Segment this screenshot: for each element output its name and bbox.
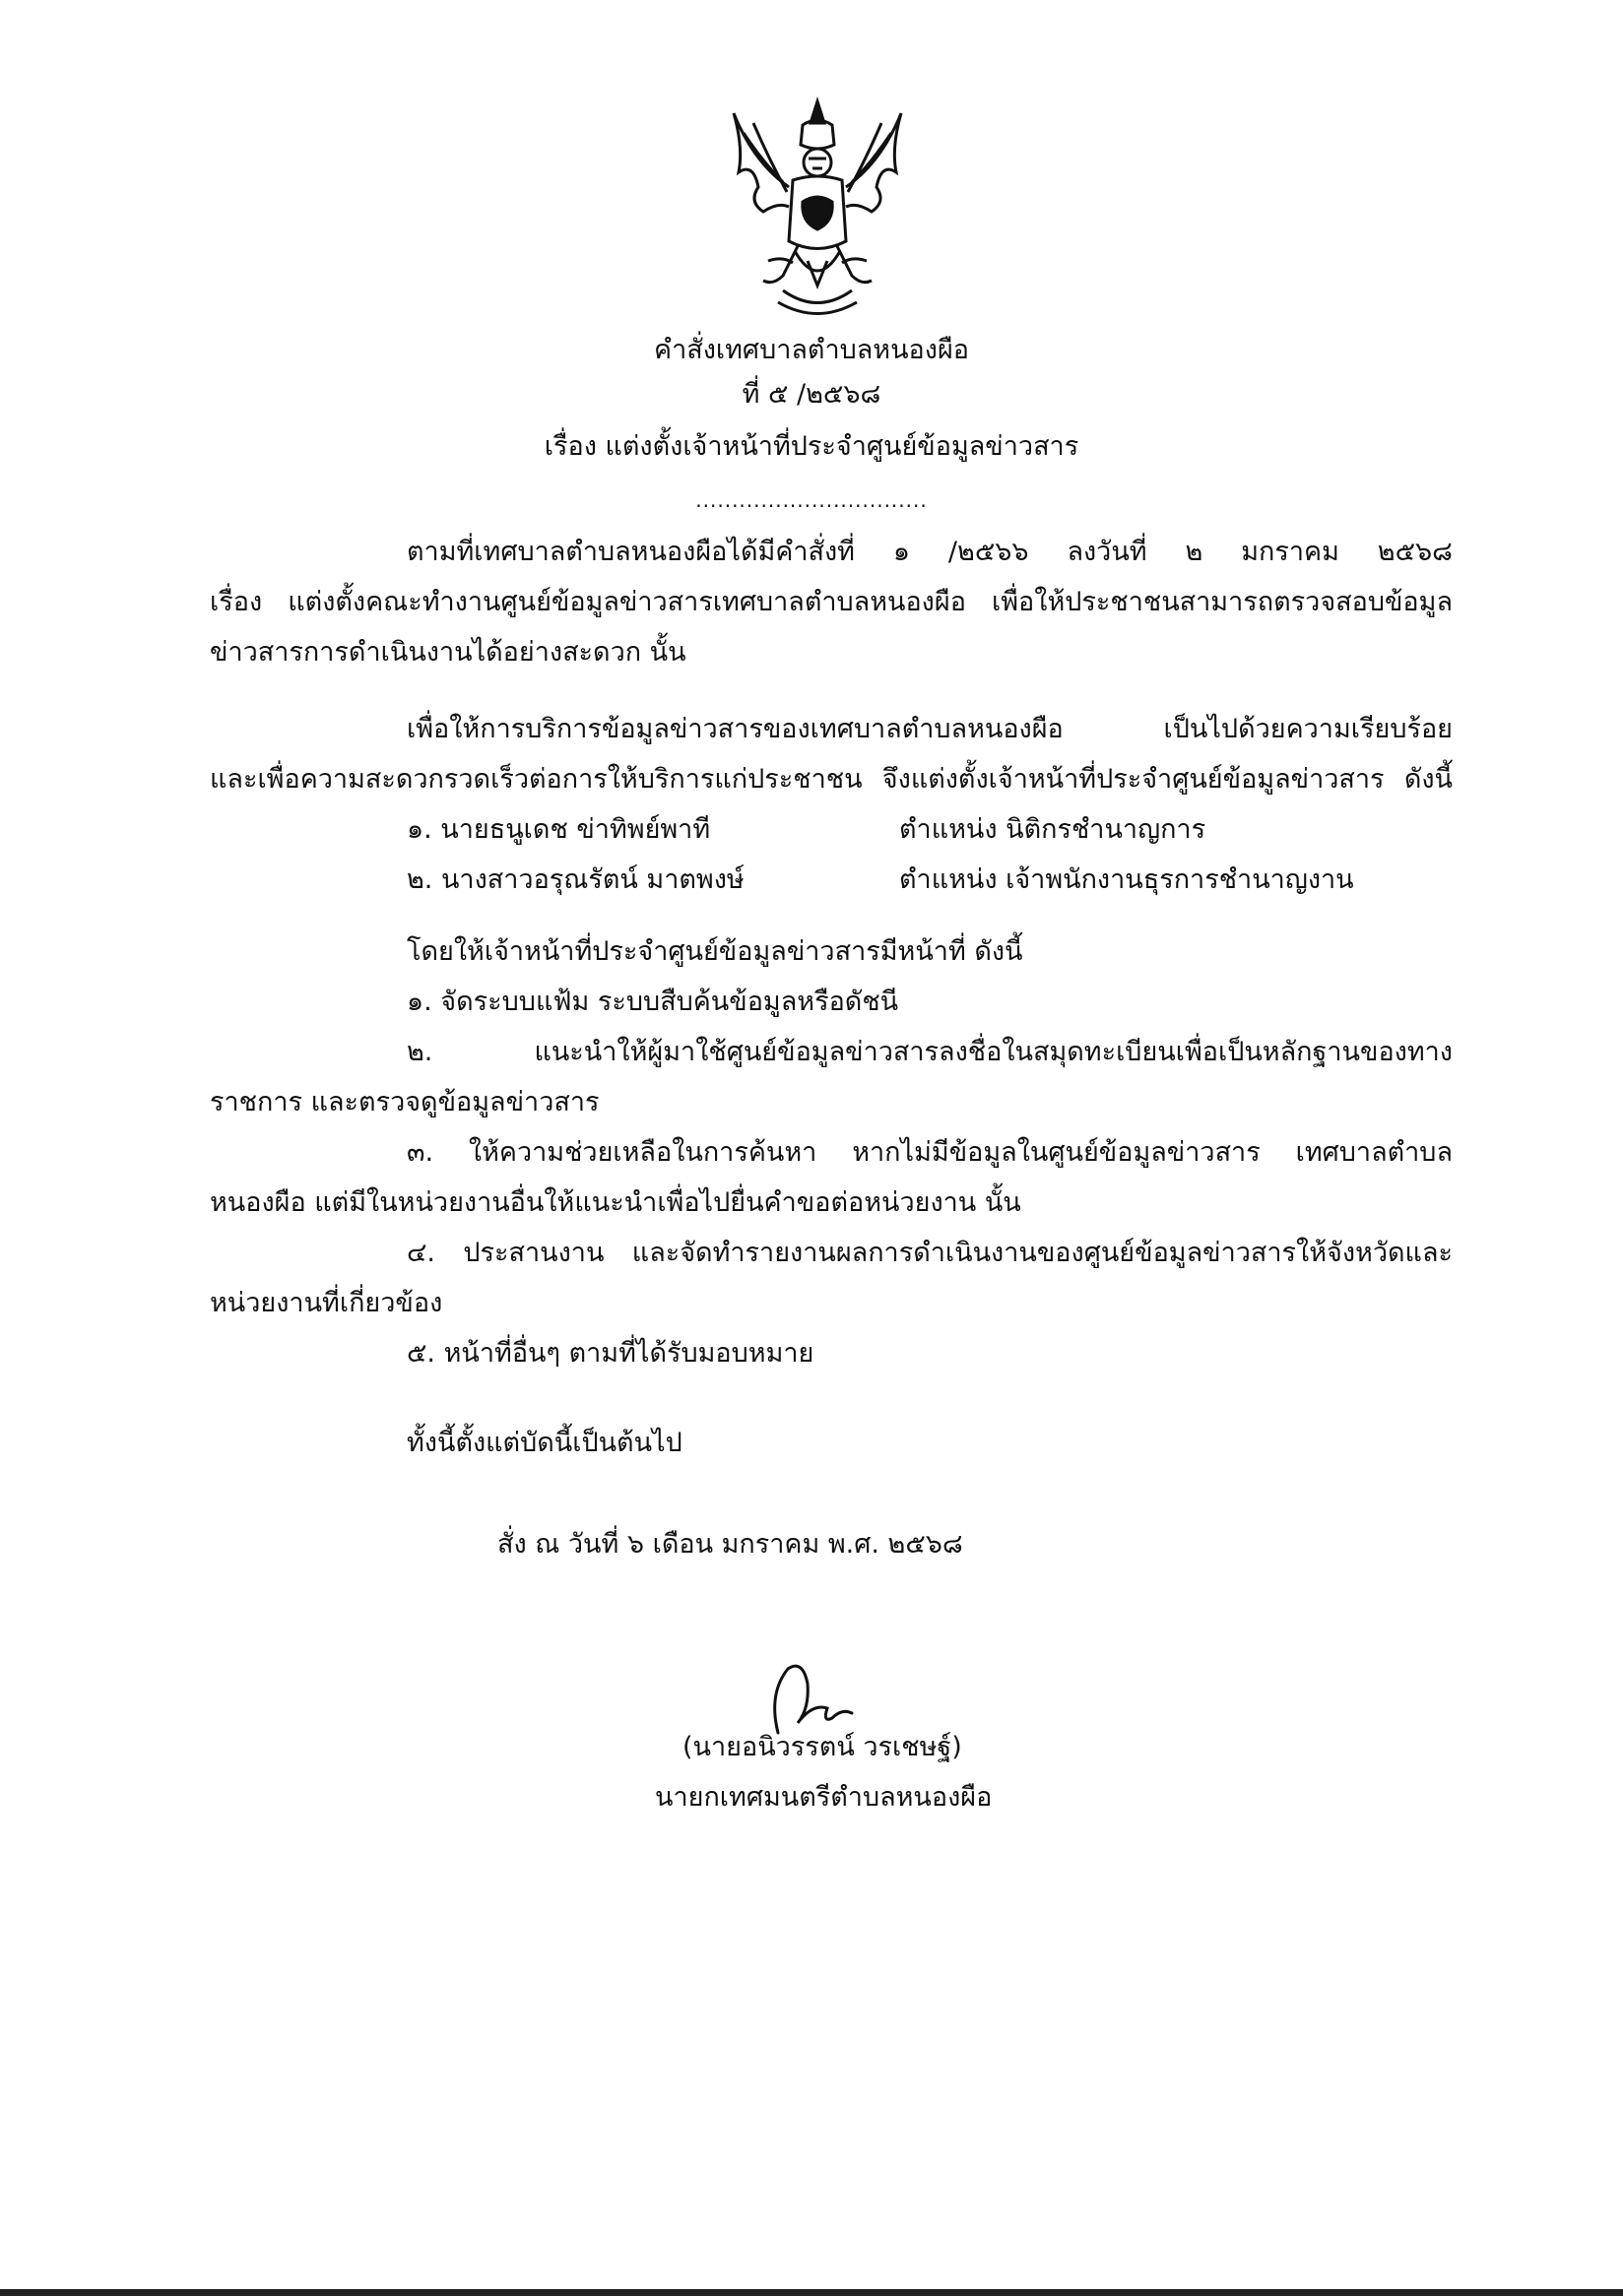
duty-4-line-1: ๔. ประสานงาน และจัดทำรายงานผลการดำเนินงานของศูนย์ข้อมูลข่าวสารให้จังหวัดและ <box>407 1238 1453 1268</box>
officer-1-name: ๑. นายธนูเดช ข่าทิพย์พาที <box>407 814 711 845</box>
duty-2-line-1: ๒. แนะนำให้ผู้มาใช้ศูนย์ข้อมูลข่าวสารลงชื่อในสมุดทะเบียนเพื่อเป็นหลักฐานของทาง <box>407 1037 1453 1067</box>
scan-edge-line <box>0 2289 1623 2296</box>
duty-4-line-2: หน่วยงานที่เกี่ยวข้อง <box>210 1288 443 1318</box>
order-subject: เรื่อง แต่งตั้งเจ้าหน้าที่ประจำศูนย์ข้อมูลข่าวสาร <box>544 431 1079 462</box>
signer-name: (นายอนิวรรตน์ วรเชษฐ์) <box>682 1732 962 1762</box>
order-date: สั่ง ณ วันที่ ๖ เดือน มกราคม พ.ศ. ๒๕๖๘ <box>497 1529 963 1560</box>
paragraph-2-line-1: เพื่อให้การบริการข้อมูลข่าวสารของเทศบาลตำบลหนองผือ เป็นไปด้วยความเรียบร้อย <box>407 714 1453 744</box>
duty-3-line-2: หนองผือ แต่มีในหน่วยงานอื่นให้แนะนำเพื่อไปยื่นคำขอต่อหน่วยงาน นั้น <box>210 1187 1021 1218</box>
signer-title: นายกเทศมนตรีตำบลหนองผือ <box>655 1782 993 1813</box>
officer-1-position: ตำแหน่ง นิติกรชำนาญการ <box>899 814 1206 845</box>
effective-statement: ทั้งนี้ตั้งแต่บัดนี้เป็นต้นไป <box>407 1428 682 1458</box>
duties-intro: โดยให้เจ้าหน้าที่ประจำศูนย์ข้อมูลข่าวสารมีหน้าที่ ดังนี้ <box>407 936 1023 967</box>
officer-2-name: ๒. นางสาวอรุณรัตน์ มาตพงษ์ <box>407 864 745 895</box>
paragraph-2-line-2: และเพื่อความสะดวกรวดเร็วต่อการให้บริการแก่ประชาชน จึงแต่งตั้งเจ้าหน้าที่ประจำศูนย์ข้อมูลข่าวสาร ดังนี้ <box>210 764 1453 795</box>
paragraph-1-line-1: ตามที่เทศบาลตำบลหนองผือได้มีคำสั่งที่ ๑ /๒๕๖๖ ลงวันที่ ๒ มกราคม ๒๕๖๘ <box>407 537 1453 567</box>
order-title: คำสั่งเทศบาลตำบลหนองผือ <box>654 335 969 365</box>
duty-1: ๑. จัดระบบแฟ้ม ระบบสืบค้นข้อมูลหรือดัชนี <box>407 987 899 1017</box>
garuda-emblem-icon <box>724 94 911 325</box>
separator-dots: ................................ <box>695 488 928 512</box>
signature-icon <box>758 1654 867 1738</box>
duty-3-line-1: ๓. ให้ความช่วยเหลือในการค้นหา หากไม่มีข้อมูลในศูนย์ข้อมูลข่าวสาร เทศบาลตำบล <box>407 1137 1453 1168</box>
officer-2-position: ตำแหน่ง เจ้าพนักงานธุรการชำนาญงาน <box>899 864 1354 895</box>
order-number: ที่ ๕ /๒๕๖๘ <box>742 379 881 410</box>
paragraph-1-line-3: ข่าวสารการดำเนินงานได้อย่างสะดวก นั้น <box>210 637 686 668</box>
paragraph-1-line-2: เรื่อง แต่งตั้งคณะทำงานศูนย์ข้อมูลข่าวสารเทศบาลตำบลหนองผือ เพื่อให้ประชาชนสามารถตรวจสอบข้อมูล <box>210 587 1453 617</box>
duty-5: ๕. หน้าที่อื่นๆ ตามที่ได้รับมอบหมาย <box>407 1338 814 1369</box>
duty-2-line-2: ราชการ และตรวจดูข้อมูลข่าวสาร <box>210 1087 600 1117</box>
